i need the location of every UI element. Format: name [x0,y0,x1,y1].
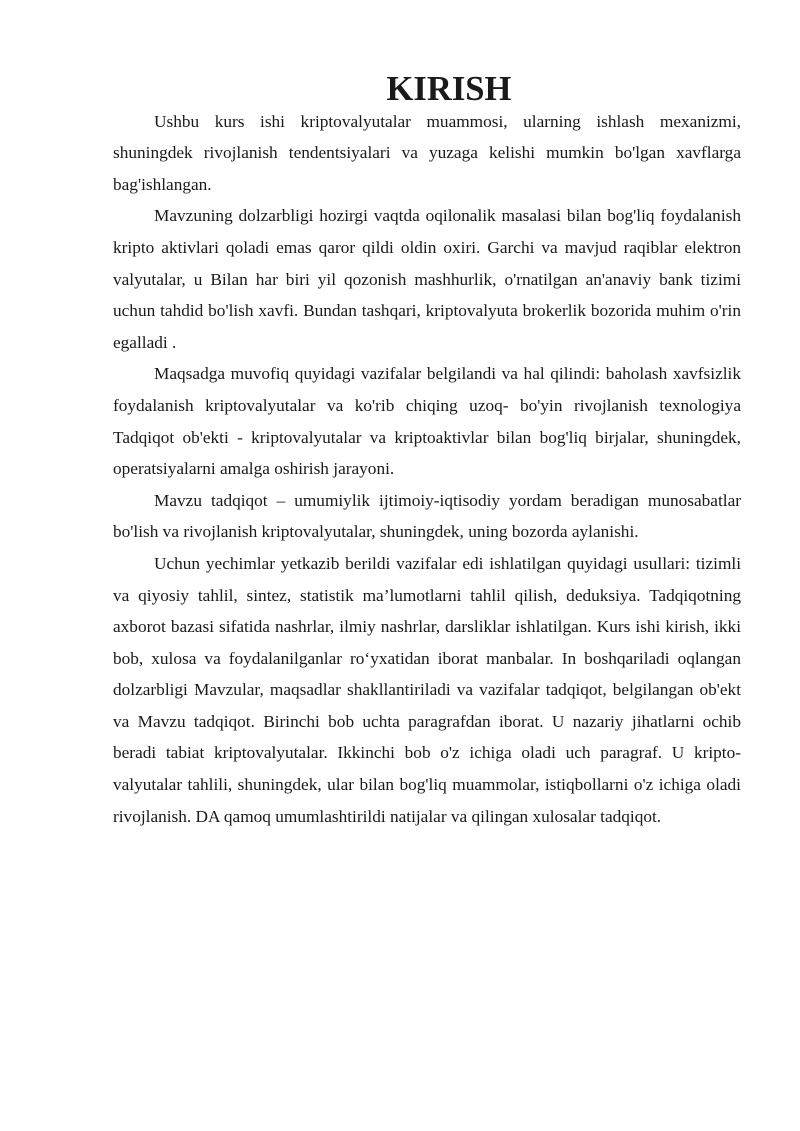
paragraph-relevance: Mavzuning dolzarbligi hozirgi vaqtda oqilonalik masalasi bilan bog'liq foydalanish kripto aktivlari qoladi emas qaror qildi oldin oxiri. Garchi va mavjud raqiblar elektron valyutalar, u Bilan har biri yil qozonish mashhurlik, o'rnatilgan an'anaviy bank tizimi uchun tahdid bo'lish xavfi. Bundan tashqari, kriptovalyuta brokerlik bozorida muhim o'rin egalladi . [113,206,741,352]
paragraph-subject: Mavzu tadqiqot – umumiylik ijtimoiy-iqtisodiy yordam beradigan munosabatlar bo'lish va rivojlanish kriptovalyutalar, shuningdek, uning bozorda aylanishi. [113,490,741,542]
document-body [113,70,741,832]
paragraph-methods-structure: Uchun yechimlar yetkazib berildi vazifalar edi ishlatilgan quyidagi usullari: tizimli va qiyosiy tahlil, sintez, statistik ma’lumotlarni tahlil qilish, deduksiya. Tadqiqotning axborot bazasi sifatida nashrlar, ilmiy nashrlar, darsliklar ishlatilgan. Kurs ishi kirish, ikki bob, xulosa va foydalanilganlar ro‘yxatidan iborat manbalar. In boshqariladi oqlangan dolzarbligi Mavzular, maqsadlar shakllantiriladi va vazifalar tadqiqot, belgilangan ob'ekt va Mavzu tadqiqot. Birinchi bob uchta paragrafdan iborat. U nazariy jihatlarni ochib beradi tabiat kriptovalyutalar. Ikkinchi bob o'z ichiga oladi uch paragraf. U kripto-valyutalar tahlili, shuningdek, ular bilan bog'liq muammolar, istiqbollarni o'z ichiga oladi rivojlanish. DA qamoq umumlashtirildi natijalar va qilingan xulosalar tadqiqot. [113,553,741,826]
paragraph-intro: Ushbu kurs ishi kriptovalyutalar muammosi, ularning ishlash mexanizmi, shuningdek rivojlanish tendentsiyalari va yuzaga kelishi mumkin bo'lgan xavflarga bag'ishlangan. [113,111,741,194]
section-title: KIRISH [386,70,512,108]
paragraph-goals: Maqsadga muvofiq quyidagi vazifalar belgilandi va hal qilindi: baholash xavfsizlik foydalanish kriptovalyutalar va ko'rib chiqing uzoq- bo'yin rivojlanish texnologiya Tadqiqot ob'ekti - kriptovalyutalar va kriptoaktivlar bilan bog'liq birjalar, shuningdek, operatsiyalarni amalga oshirish jarayoni. [113,364,741,479]
